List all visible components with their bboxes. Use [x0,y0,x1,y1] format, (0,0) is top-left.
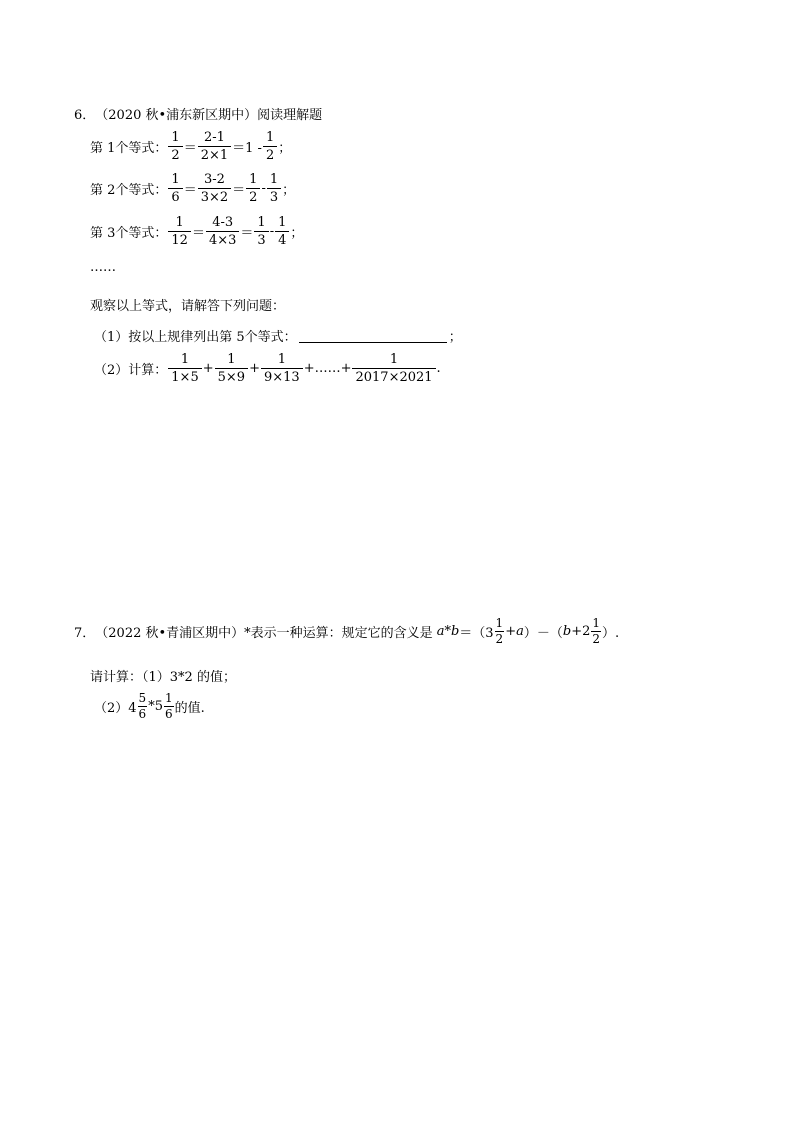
semicolon: ； [290,226,304,241]
operation-star-five: *5 [148,699,163,714]
fraction: $\frac{1}{4}$ [275,215,289,248]
fraction: $\frac{5}{6}$ [138,691,147,721]
equals-expression: ＝1 - [232,141,262,156]
semicolon: ； [448,330,462,345]
minus-parenthesis: ）－（ [523,626,563,641]
q6-part-2 [94,352,441,385]
equation-label: 第 2个等式： [90,183,168,198]
q6-part-1 [94,326,462,345]
q6-prompt: 观察以上等式，请解答下列问题： [90,299,286,314]
q7-heading [74,617,619,646]
q7-number: 7． [74,626,96,641]
fraction: $\frac{1}{6}$ [164,691,173,721]
fraction: $\frac{1}{2}$ [592,616,600,646]
closing-parenthesis: ）. [602,626,620,641]
answer-blank [299,329,447,343]
plus-two: +2 [571,624,591,639]
fraction: $\frac{1}{2}$ [263,130,277,163]
q6-ellipsis: …… [90,260,116,275]
fraction: $\frac{1}{2}$ [246,172,260,205]
equation-label: 第 1个等式： [90,141,168,156]
fraction: $\frac{4-3}{4\times 3}$ [206,215,239,248]
q6-source: （2020 秋•浦东新区期中） [95,108,258,123]
equals-sign: ＝ [240,226,254,241]
equals-expression: ＝（3 [459,626,494,641]
fraction: $\frac{3-2}{3\times 2}$ [198,172,231,205]
part-2-text: （2）计算： [94,363,168,378]
semicolon: ； [282,183,296,198]
fraction: $\frac{2-1}{2\times 1}$ [198,130,231,163]
q6-equation-3 [90,215,303,248]
equals-sign: ＝ [191,226,205,241]
fraction: $\frac{1}{5\times 9}$ [215,352,248,385]
fraction: $\frac{1}{6}$ [168,172,182,205]
semicolon: ； [278,141,292,156]
fraction: $\frac{1}{3}$ [267,172,281,205]
fraction: $\frac{1}{2017\times 2021}$ [352,352,435,385]
fraction: $\frac{1}{12}$ [168,215,191,248]
variable-b: b [562,624,572,639]
plus-sign: + [202,361,214,376]
q7-description: *表示一种运算：规定它的含义是 [244,626,433,641]
q6-equation-2 [90,172,295,205]
q7-part-1: 请计算：（1）3*2 的值； [90,670,236,685]
fraction: $\frac{1}{2}$ [168,130,182,163]
fraction: $\frac{1}{9\times 13}$ [261,352,303,385]
part-1-text: （1）按以上规律列出第 5个等式： [94,330,297,345]
q6-heading [74,104,322,123]
minus-sign: - [269,224,275,239]
q7-part-2 [94,692,205,721]
part-2-suffix: 的值. [174,701,205,716]
operation-expression: a*b [436,624,460,639]
fraction: $\frac{1}{3}$ [254,215,268,248]
ellipsis-plus: +……+ [303,361,352,376]
fraction: $\frac{1}{2}$ [495,616,504,646]
equation-label: 第 3个等式： [90,226,168,241]
q7-source: （2022 秋•青浦区期中） [95,626,245,641]
q6-equation-1 [90,130,291,163]
fraction: $\frac{1}{1\times 5}$ [168,352,201,385]
q6-title: 阅读理解题 [257,108,323,123]
equals-sign: ＝ [232,183,246,198]
plus-a: +a [505,624,524,639]
part-2-prefix: （2）4 [94,701,137,716]
period: . [436,361,441,376]
minus-sign: - [261,181,266,196]
q6-number: 6． [74,108,96,123]
equals-sign: ＝ [183,141,197,156]
plus-sign: + [249,361,260,376]
equals-sign: ＝ [183,183,197,198]
